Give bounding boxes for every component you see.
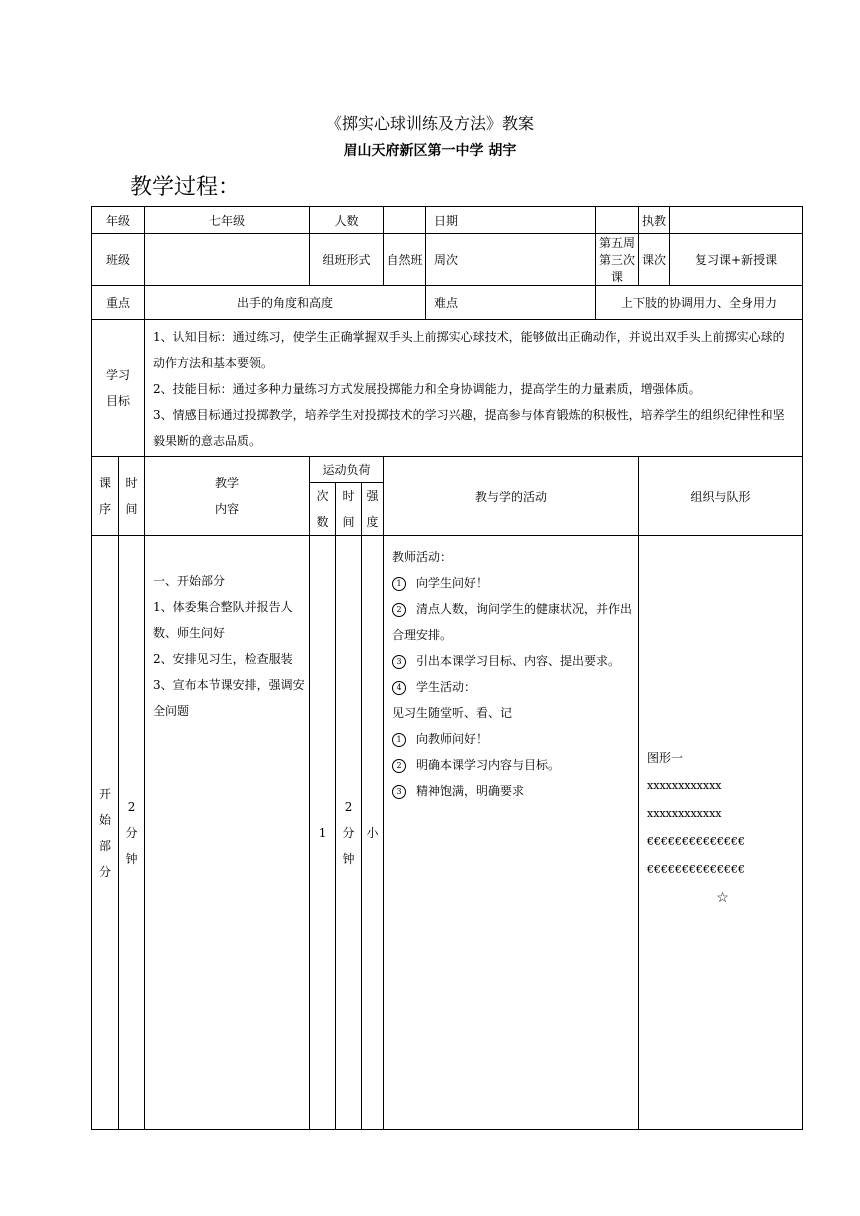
difficulty-label: 难点 [426,286,596,320]
header-time: 时 间 [119,457,145,536]
part1-row [92,536,803,1130]
key-value: 出手的角度和高度 [145,286,426,320]
info-row-1 [92,207,803,234]
goal-affective: 3、情感目标通过投掷教学，培养学生对投掷技术的学习兴趣，提高参与体育锻炼的积极性，培养学生的组织纪律性和坚毅果断的意志品质。 [153,408,785,448]
teacher-activity-heading: 教师活动： [392,550,453,564]
document-author: 眉山天府新区第一中学 胡宇 [343,143,517,159]
info-row-3 [92,286,803,320]
date-value [596,207,639,234]
header-content: 教学 内容 [145,457,310,536]
circled-number: 3 [392,655,406,669]
formation-row: €€€€€€€€€€€€€€ [647,835,746,848]
header-load-count: 次 数 [310,483,336,536]
week-label: 周次 [426,234,596,286]
lesson-value: 复习课+新授课 [670,234,803,286]
circled-number: 1 [392,733,406,747]
content-line: 一、开始部分 [153,574,226,588]
part1-content [145,536,310,1130]
grade-value: 七年级 [145,207,310,234]
teacher-value [670,207,803,234]
content-line: 2、安排见习生，检查服装 [153,652,293,666]
circled-number: 2 [392,603,406,617]
header-org: 组织与队形 [639,457,803,536]
header-load-time: 时 间 [336,483,362,536]
circled-number: 2 [392,759,406,773]
part1-intensity: 小 [362,536,384,1130]
part1-time: 2 分 钟 [119,536,145,1130]
header-order: 课 序 [92,457,119,536]
part1-count: 1 [310,536,336,1130]
info-row-2 [92,234,803,286]
key-label: 重点 [92,286,145,320]
teacher-label: 执教 [639,207,670,234]
activity-item: 4 学生活动： [392,674,634,700]
section-heading: 教学过程： [130,175,241,200]
date-label: 日期 [426,207,596,234]
people-value [384,207,426,234]
lesson-label: 课次 [639,234,670,286]
people-label: 人数 [310,207,384,234]
formation-row: xxxxxxxxxxxx [647,807,722,820]
difficulty-value: 上下肢的协调用力、全身用力 [596,286,803,320]
content-line: 1、体委集合整队并报告人数、师生问好 [153,600,293,640]
circled-number: 3 [392,785,406,799]
goals-label [92,320,145,457]
part1-load-time: 2 分 钟 [336,536,362,1130]
goal-skill: 2、技能目标：通过多种力量练习方式发展投掷能力和全身协调能力，提高学生的力量素质，增强体质。 [153,382,701,396]
part1-activity [384,536,639,1130]
class-label: 班级 [92,234,145,286]
document-title: 《掷实心球训练及方法》教案 [325,114,534,133]
goals-label-line2: 目标 [106,394,131,408]
circled-number: 1 [392,577,406,591]
formation-label: 图形一 [647,751,684,765]
form-label: 组班形式 [310,234,384,286]
activity-item: 3 引出本课学习目标、内容、提出要求。 [392,648,634,674]
activity-item: 2 清点人数，询问学生的健康状况，并作出合理安排。 [392,602,633,642]
form-value: 自然班 [384,234,426,286]
lesson-plan-table [91,206,803,1130]
formation-row: €€€€€€€€€€€€€€ [647,863,746,876]
grade-label: 年级 [92,207,145,234]
content-line: 3、宣布本节课安排，强调安全问题 [153,678,305,718]
header-row-1 [92,457,803,483]
goal-cognitive: 1、认知目标：通过练习，使学生正确掌握双手头上前掷实心球技术，能够做出正确动作，并说出双手头上前掷实心球的动作方法和基本要领。 [153,330,785,370]
part1-name: 开 始 部 分 [92,536,119,1130]
header-load: 运动负荷 [310,457,384,483]
student-line: 见习生随堂听、看、记 [392,706,513,720]
class-value [145,234,310,286]
goals-label-line1: 学习 [106,368,131,382]
week-value: 第五周第三次课 [596,234,639,286]
activity-item: 1 向教师问好！ [392,726,634,752]
activity-item: 1 向学生问好！ [392,570,634,596]
goals-text [145,320,803,457]
part1-formation [639,536,803,1130]
activity-item: 2 明确本课学习内容与目标。 [392,752,634,778]
activity-item: 3 精神饱满，明确要求 [392,778,634,804]
circled-number: 4 [392,681,406,695]
teacher-star-icon: ☆ [716,890,729,906]
header-activity: 教与学的活动 [384,457,639,536]
formation-row: xxxxxxxxxxxx [647,779,722,792]
header-load-intensity: 强 度 [362,483,384,536]
goals-row [92,320,803,457]
